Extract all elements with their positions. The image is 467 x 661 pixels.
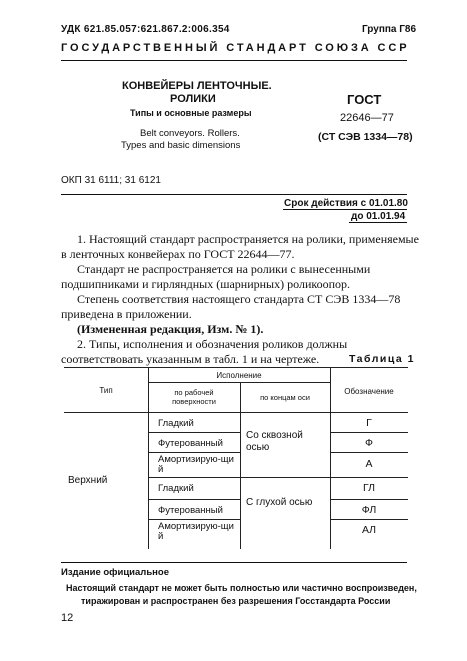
- paragraph-5: 2. Типы, исполнения и обозначения роликов должны соответствовать указанным в табл. 1 и на чертеже.: [61, 337, 348, 366]
- surface-cell: Амортизирую-щий: [158, 521, 234, 542]
- paragraph-3: Степень соответствия настоящего стандарта СТ СЭВ 1334—78 приведена в приложении.: [61, 292, 401, 321]
- copyright-notice-line2: тиражирован и распространен без разрешения Госстандарта России: [81, 596, 391, 606]
- axis-group-through: Со сквозной осью: [246, 430, 303, 453]
- page-number: 12: [61, 612, 74, 624]
- validity-underline-1: [283, 209, 407, 210]
- gost-number: 22646—77: [340, 112, 394, 124]
- udk-code: УДК 621.85.057:621.867.2:006.354: [61, 24, 230, 35]
- designation-cell: А: [365, 458, 373, 470]
- amendment-note: (Измененная редакция, Изм. № 1).: [77, 322, 264, 336]
- validity-underline-2: [349, 222, 407, 223]
- surface-cell: Футерованный: [158, 505, 223, 516]
- designation-cell: АЛ: [361, 524, 377, 536]
- footer-rule: [61, 562, 407, 563]
- copyright-notice-line1: Настоящий стандарт не может быть полностью или частично воспроизведен,: [66, 583, 417, 593]
- header-execution: Исполнение: [216, 371, 262, 380]
- designation-cell: Г: [366, 417, 372, 429]
- english-title-line2: Types and basic dimensions: [121, 140, 241, 151]
- validity-rule: [61, 194, 407, 195]
- axis-group-blind: С глухой осью: [246, 497, 313, 508]
- header-work-surface: по рабочей поверхности: [172, 388, 216, 406]
- surface-cell: Футерованный: [158, 438, 223, 449]
- surface-cell: Амортизирую-щий: [158, 454, 234, 475]
- type-cell: Верхний: [68, 475, 108, 486]
- official-edition: Издание официальное: [61, 567, 169, 578]
- document-subtitle: Типы и основные размеры: [130, 108, 252, 118]
- gost-label: ГОСТ: [347, 92, 382, 107]
- header-designation: Обозначение: [344, 387, 394, 396]
- okp-code: ОКП 31 6111; 31 6121: [61, 175, 161, 186]
- designation-cell: ФЛ: [361, 504, 377, 516]
- paragraph-1: 1. Настоящий стандарт распространяется на ролики, применяемые в ленточных конвейерах по ГОСТ 22644—77.: [61, 232, 419, 261]
- english-title-line1: Belt conveyors. Rollers.: [140, 128, 240, 139]
- validity-from: Срок действия с 01.01.80: [284, 198, 408, 209]
- surface-cell: Гладкий: [158, 483, 194, 494]
- header-axis-ends: по концам оси: [260, 393, 310, 402]
- validity-to: до 01.01.94: [351, 211, 406, 222]
- header-type: Тип: [99, 386, 113, 395]
- surface-cell: Гладкий: [158, 418, 194, 429]
- designation-cell: ГЛ: [363, 482, 375, 494]
- document-title-line2: РОЛИКИ: [170, 93, 216, 105]
- standard-banner: ГОСУДАРСТВЕННЫЙ СТАНДАРТ СОЮЗА ССР: [61, 42, 410, 54]
- paragraph-2: Стандарт не распространяется на ролики с вынесенными подшипниками и гирляндных (шарнирных) роликоопор.: [61, 262, 371, 291]
- table-caption: Таблица 1: [349, 353, 416, 365]
- header-rule: [61, 60, 407, 61]
- group-code: Группа Г86: [362, 24, 417, 35]
- designation-cell: Ф: [365, 437, 373, 449]
- sev-reference: (СТ СЭВ 1334—78): [318, 131, 413, 143]
- data-table: [64, 367, 408, 549]
- document-title-line1: КОНВЕЙЕРЫ ЛЕНТОЧНЫЕ.: [122, 80, 272, 92]
